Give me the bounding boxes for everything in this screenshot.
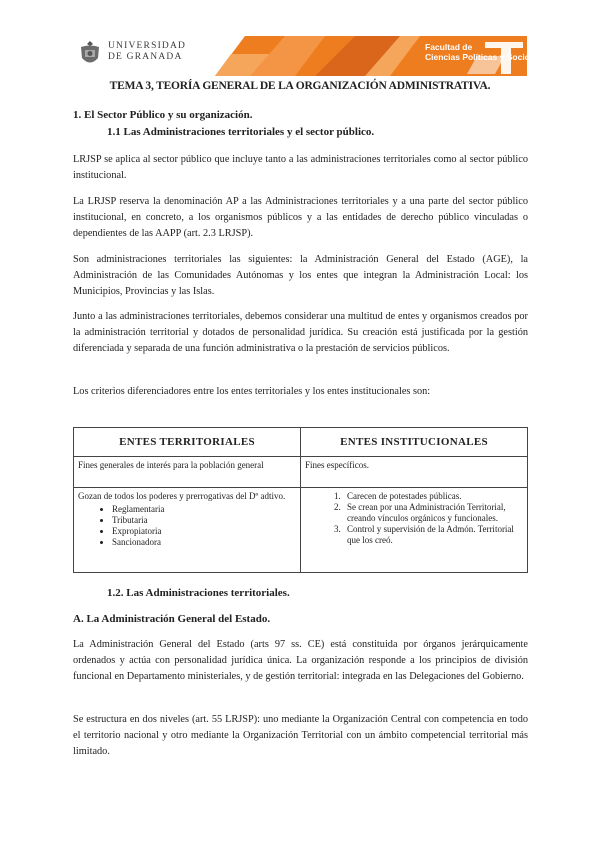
list-item: • Tributaria — [112, 515, 296, 526]
paragraph: Son administraciones territoriales las siguientes: la Administración General del Estado (AGE), la Administración de las Comunidades Autónomas y los entes que integran la Administración Local: los Municipios, Provincias y las Islas. — [73, 254, 528, 297]
section-heading-1-1: 1.1 Las Administraciones territoriales y el sector público. — [107, 126, 375, 138]
university-crest-icon — [78, 40, 102, 68]
list-item: • Expropiatoria — [112, 526, 296, 537]
bullet-list — [78, 504, 296, 548]
list-item: • Reglamentaria — [112, 504, 296, 515]
cell-text: Gozan de todos los poderes y prerrogativas del Dº adtivo. — [78, 491, 286, 501]
list-item: • Sancionadora — [112, 537, 296, 548]
paragraph: La LRJSP reserva la denominación AP a las Administraciones territoriales y a una parte del sector público institucional, en concreto, a los organismos públicos y a las entidades de derecho público vinculadas o dependientes de las AAPP (art. 2.3 LRJSP). — [73, 196, 528, 239]
paragraph: Los criterios diferenciadores entre los entes territoriales y los entes institucionales son: — [73, 386, 431, 397]
university-name: UNIVERSIDAD DE GRANADA — [108, 41, 187, 62]
section-heading-1-2: 1.2. Las Administraciones territoriales. — [107, 587, 290, 599]
cell-text: Fines específicos. — [305, 460, 369, 470]
comparison-table — [73, 427, 528, 573]
paragraph: La Administración General del Estado (arts 97 ss. CE) está constituida por órganos jerárquicamente ordenados y actúa con personalidad jurídica única. La organización responde a los principios de división funcional en Departamento ministeriales, y de gestión territorial: integrada en las Delegaciones del Gobierno. — [73, 639, 528, 682]
table-cell — [301, 488, 528, 573]
list-item: 3. Control y supervisión de la Admón. Territorial que los creó. — [343, 524, 523, 546]
table-cell — [74, 488, 301, 573]
table-row — [74, 457, 528, 488]
section-heading-a: A. La Administración General del Estado. — [73, 613, 271, 625]
section-heading-1: 1. El Sector Público y su organización. — [73, 109, 253, 121]
paragraph: Junto a las administraciones territoriales, debemos considerar una multitud de entes y organismos creados por la administración territorial y dotados de personalidad jurídica. Su creación está justificada por la gestión diferenciada y separada de una función administrativa o la prestación de servicios públicos. — [73, 311, 528, 354]
cell-text: Fines generales de interés para la población general — [78, 460, 264, 470]
table-cell — [74, 457, 301, 488]
table-cell — [301, 457, 528, 488]
page-title: TEMA 3, TEORÍA GENERAL DE LA ORGANIZACIÓN ADMINISTRATIVA. — [109, 80, 491, 92]
list-item: 1. Carecen de potestades públicas. — [343, 491, 523, 502]
page-header — [0, 0, 600, 82]
paragraph: LRJSP se aplica al sector público que incluye tanto a las administraciones territoriales como al sector público institucional. — [73, 154, 528, 181]
numbered-list — [305, 491, 523, 546]
table-header-cell: ENTES INSTITUCIONALES — [301, 428, 528, 457]
table-header-cell: ENTES TERRITORIALES — [74, 428, 301, 457]
table-header-row — [74, 428, 528, 457]
list-item: 2. Se crean por una Administración Territorial, creando vínculos orgánicos y funcionales. — [343, 502, 523, 524]
faculty-name: Facultad de Ciencias Políticas y Sociología — [425, 42, 550, 62]
table-row — [74, 488, 528, 573]
paragraph: Se estructura en dos niveles (art. 55 LRJSP): uno mediante la Organización Central con competencia en todo el territorio nacional y otro mediante la Organización Territorial con un ámbito competencial territorial más limitado. — [73, 714, 528, 757]
